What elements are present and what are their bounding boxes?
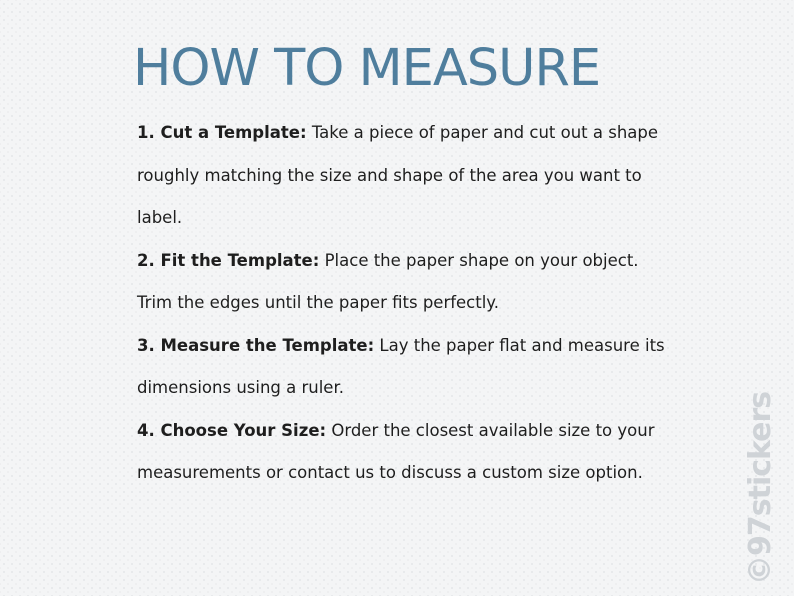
- step-fit-template: [137, 240, 677, 325]
- step-text: Place the paper shape on your object. Trim the edges until the paper fits perfectly.: [137, 250, 639, 312]
- step-cut-template: [137, 112, 677, 240]
- step-text: Take a piece of paper and cut out a shape roughly matching the size and shape of the area you want to label.: [137, 123, 659, 227]
- step-choose-size: [137, 410, 677, 495]
- step-heading: 1. Cut a Template:: [137, 123, 307, 142]
- step-measure-template: [137, 325, 677, 410]
- step-heading: 4. Choose Your Size:: [137, 420, 327, 440]
- step-text: Lay the paper flat and measure its dimensions using a ruler.: [137, 335, 665, 397]
- step-text: Order the closest available size to your measurements or contact us to discuss a custom size option.: [137, 420, 655, 482]
- brand-watermark: [743, 392, 779, 585]
- brand-name: 97stickers: [743, 391, 778, 556]
- measure-steps-list: [137, 112, 677, 495]
- step-heading: 2. Fit the Template:: [137, 250, 320, 270]
- copyright-c-icon: ©: [743, 556, 778, 585]
- page-title: HOW TO MEASURE: [133, 39, 601, 98]
- step-heading: 3. Measure the Template:: [137, 335, 375, 355]
